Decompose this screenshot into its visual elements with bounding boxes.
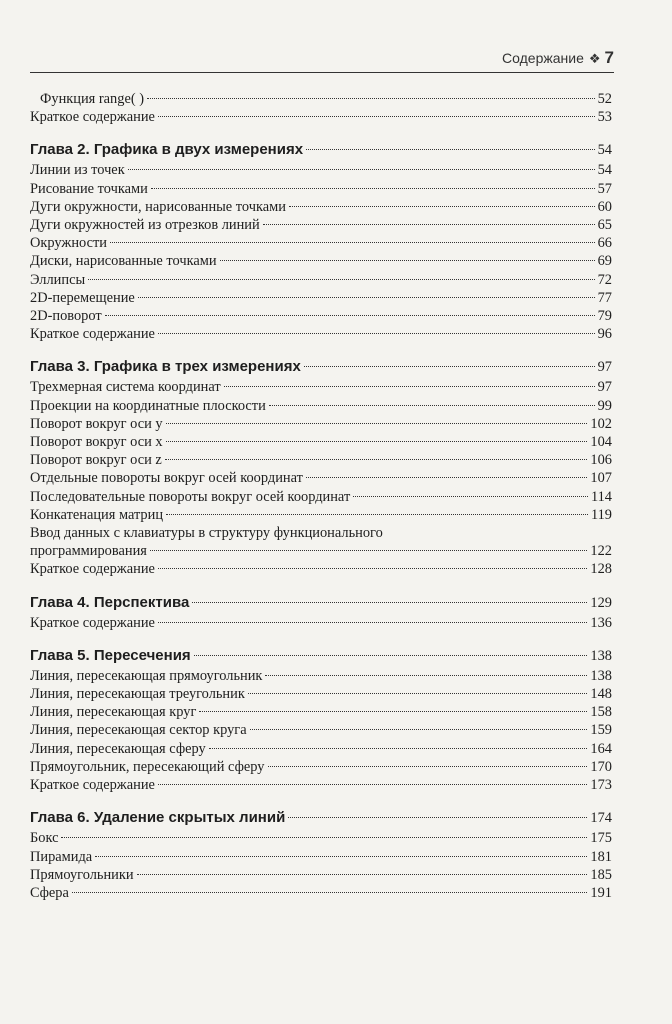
chapter-page-number: 54 [597, 142, 612, 159]
dot-leader [353, 496, 588, 497]
entry-title: Линия, пересекающая сектор круга [30, 722, 247, 739]
dot-leader [95, 856, 587, 857]
dot-leader [72, 892, 588, 893]
entry-title: Последовательные повороты вокруг осей координат [30, 488, 351, 505]
toc-entry[interactable] [30, 325, 612, 343]
toc-entry[interactable] [30, 216, 612, 234]
table-of-contents [30, 90, 612, 902]
entry-title: Прямоугольники [30, 866, 134, 883]
toc-entry[interactable] [30, 884, 612, 902]
entry-title: Поворот вокруг оси y [30, 415, 163, 432]
toc-entry[interactable] [30, 307, 612, 325]
dot-leader [137, 874, 588, 875]
dot-leader [166, 423, 588, 424]
chapter-heading[interactable] [30, 593, 612, 613]
entry-page-number: 122 [590, 543, 612, 560]
toc-entry[interactable] [30, 180, 612, 198]
dot-leader [289, 206, 595, 207]
chapter-heading[interactable] [30, 646, 612, 666]
entry-title: 2D-перемещение [30, 289, 135, 306]
toc-entry[interactable] [30, 488, 612, 506]
toc-entry[interactable] [30, 469, 612, 487]
entry-title: Краткое содержание [30, 614, 155, 631]
toc-entry[interactable] [30, 524, 612, 560]
dot-leader [220, 260, 595, 261]
dot-leader [88, 279, 594, 280]
entry-page-number: 106 [590, 452, 612, 469]
entry-title: Линия, пересекающая сферу [30, 740, 206, 757]
toc-entry[interactable] [30, 614, 612, 632]
entry-title: Трехмерная система координат [30, 379, 221, 396]
dot-leader [150, 550, 588, 551]
entry-title: Поворот вокруг оси z [30, 452, 162, 469]
dot-leader [158, 568, 588, 569]
toc-entry[interactable] [30, 289, 612, 307]
chapter-heading[interactable] [30, 140, 612, 160]
entry-title: Линия, пересекающая круг [30, 704, 197, 721]
chapter-title: Глава 4. Перспектива [30, 593, 190, 611]
header-right [502, 48, 614, 68]
toc-entry[interactable] [30, 560, 612, 578]
dot-leader [165, 459, 588, 460]
entry-page-number: 54 [597, 162, 612, 179]
dot-leader [268, 766, 588, 767]
dot-leader [138, 297, 595, 298]
toc-entry[interactable] [30, 667, 612, 685]
dot-leader [110, 242, 595, 243]
toc-entry[interactable] [30, 415, 612, 433]
entry-title: Прямоугольник, пересекающий сферу [30, 758, 265, 775]
dot-leader [166, 441, 588, 442]
chapter-page-number: 129 [590, 594, 612, 611]
entry-title: Окружности [30, 235, 107, 252]
dot-leader [265, 675, 587, 676]
toc-entry[interactable] [30, 433, 612, 451]
dot-leader [158, 622, 588, 623]
entry-title: Краткое содержание [30, 561, 155, 578]
entry-page-number: 173 [590, 777, 612, 794]
entry-title: Диски, нарисованные точками [30, 253, 217, 270]
entry-page-number: 128 [590, 561, 612, 578]
entry-page-number: 181 [590, 848, 612, 865]
toc-entry[interactable] [30, 271, 612, 289]
dot-leader [158, 333, 595, 334]
ornament-icon: ❖ [588, 51, 601, 66]
chapter-title: Глава 2. Графика в двух измерениях [30, 141, 304, 159]
entry-page-number: 99 [597, 397, 612, 414]
dot-leader [199, 711, 587, 712]
dot-leader [269, 405, 595, 406]
entry-page-number: 104 [590, 434, 612, 451]
entry-title: Ввод данных с клавиатуры в структуру функционального [30, 525, 383, 542]
dot-leader [224, 386, 595, 387]
toc-entry[interactable] [30, 848, 612, 866]
chapter-page-number: 138 [590, 647, 612, 664]
dot-leader [151, 188, 595, 189]
entry-title: Линия, пересекающая прямоугольник [30, 667, 263, 684]
header-page-number: 7 [604, 48, 614, 67]
chapter-page-number: 97 [597, 359, 612, 376]
chapter-title: Глава 5. Пересечения [30, 646, 191, 664]
dot-leader [128, 169, 595, 170]
entry-page-number: 72 [597, 271, 612, 288]
dot-leader [209, 748, 588, 749]
chapter-page-number: 174 [590, 810, 612, 827]
chapter-heading[interactable] [30, 357, 612, 377]
entry-title: Краткое содержание [30, 326, 155, 343]
toc-entry[interactable] [30, 451, 612, 469]
toc-entry[interactable] [30, 506, 612, 524]
entry-page-number: 170 [590, 758, 612, 775]
entry-title: Краткое содержание [30, 777, 155, 794]
entry-title: Линии из точек [30, 162, 125, 179]
entry-page-number: 175 [590, 830, 612, 847]
toc-entry[interactable] [30, 234, 612, 252]
entry-title: Проекции на координатные плоскости [30, 397, 266, 414]
toc-entry[interactable] [30, 703, 612, 721]
entry-title: Сфера [30, 884, 69, 901]
dot-leader [306, 477, 587, 478]
toc-entry[interactable] [30, 721, 612, 739]
entry-page-number: 102 [590, 415, 612, 432]
toc-entry[interactable] [30, 90, 612, 108]
entry-page-number: 69 [597, 253, 612, 270]
chapter-title: Глава 6. Удаление скрытых линий [30, 809, 286, 827]
running-header [30, 46, 614, 73]
toc-entry[interactable] [30, 685, 612, 703]
entry-page-number: 191 [590, 884, 612, 901]
dot-leader [288, 817, 587, 818]
toc-entry[interactable] [30, 198, 612, 216]
toc-block [30, 90, 612, 126]
dot-leader [194, 655, 588, 656]
entry-page-number: 66 [597, 235, 612, 252]
entry-page-number: 96 [597, 326, 612, 343]
toc-entry[interactable] [30, 161, 612, 179]
entry-title: Отдельные повороты вокруг осей координат [30, 470, 303, 487]
dot-leader [192, 602, 587, 603]
dot-leader [158, 116, 595, 117]
dot-leader [248, 693, 588, 694]
entry-title: Линия, пересекающая треугольник [30, 686, 245, 703]
entry-line-2 [30, 542, 612, 560]
entry-title: Рисование точками [30, 180, 148, 197]
entry-page-number: 119 [590, 506, 612, 523]
entry-page-number: 97 [597, 379, 612, 396]
toc-entry[interactable] [30, 740, 612, 758]
entry-page-number: 60 [597, 198, 612, 215]
toc-block [30, 140, 612, 343]
entry-page-number: 164 [590, 740, 612, 757]
header-section-title: Содержание [502, 50, 584, 66]
entry-title: Эллипсы [30, 271, 86, 288]
entry-page-number: 136 [590, 614, 612, 631]
entry-page-number: 57 [597, 180, 612, 197]
toc-entry[interactable] [30, 758, 612, 776]
toc-block [30, 646, 612, 794]
entry-title: Краткое содержание [30, 109, 155, 126]
toc-block [30, 357, 612, 578]
entry-title: 2D-поворот [30, 308, 102, 325]
entry-title: Дуги окружности, нарисованные точками [30, 198, 286, 215]
dot-leader [304, 366, 595, 367]
toc-entry[interactable] [30, 252, 612, 270]
dot-leader [306, 149, 595, 150]
entry-page-number: 158 [590, 704, 612, 721]
toc-entry[interactable] [30, 866, 612, 884]
entry-title: Функция range( ) [40, 91, 145, 107]
toc-entry[interactable] [30, 829, 612, 847]
toc-entry[interactable] [30, 397, 612, 415]
entry-title-continued: программирования [30, 543, 147, 560]
entry-page-number: 114 [590, 488, 612, 505]
toc-block [30, 808, 612, 902]
toc-block [30, 593, 612, 632]
chapter-title: Глава 3. Графика в трех измерениях [30, 358, 301, 376]
entry-title: Бокс [30, 830, 59, 847]
toc-entry[interactable] [30, 108, 612, 126]
dot-leader [61, 837, 587, 838]
entry-title: Поворот вокруг оси x [30, 434, 163, 451]
entry-page-number: 77 [597, 289, 612, 306]
dot-leader [158, 784, 588, 785]
chapter-heading[interactable] [30, 808, 612, 828]
entry-page-number: 79 [597, 308, 612, 325]
entry-page-number: 185 [590, 866, 612, 883]
entry-page-number: 107 [590, 470, 612, 487]
entry-page-number: 148 [590, 686, 612, 703]
entry-page-number: 138 [590, 667, 612, 684]
entry-title: Пирамида [30, 848, 93, 865]
entry-page-number: 159 [590, 722, 612, 739]
toc-entry[interactable] [30, 776, 612, 794]
dot-leader [263, 224, 595, 225]
entry-title: Конкатенация матриц [30, 506, 164, 523]
entry-page-number: 52 [597, 91, 612, 107]
dot-leader [250, 729, 588, 730]
dot-leader [105, 315, 595, 316]
dot-leader [166, 514, 588, 515]
entry-title: Дуги окружностей из отрезков линий [30, 217, 260, 234]
entry-page-number: 65 [597, 217, 612, 234]
entry-page-number: 53 [597, 109, 612, 126]
toc-entry[interactable] [30, 378, 612, 396]
dot-leader [147, 98, 595, 99]
